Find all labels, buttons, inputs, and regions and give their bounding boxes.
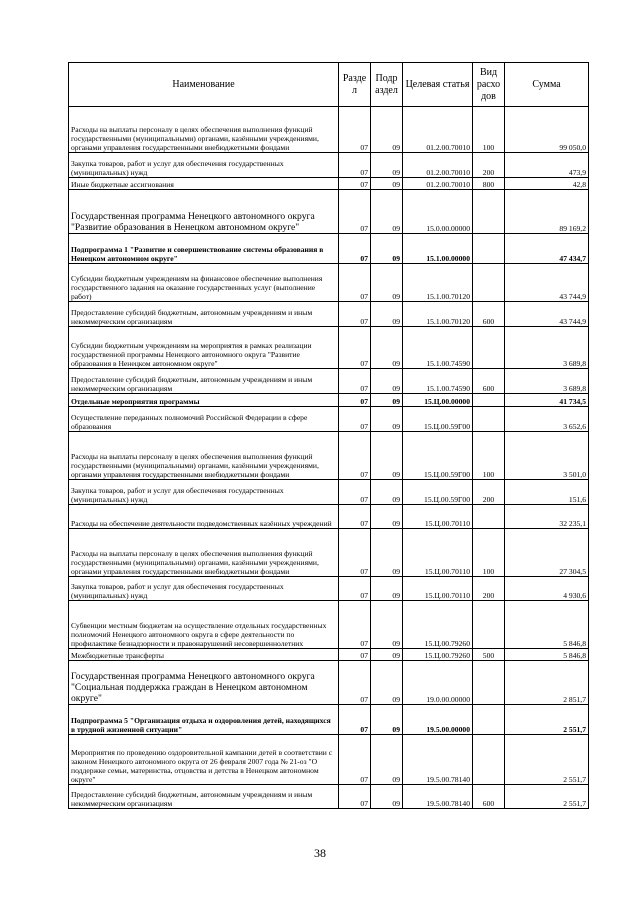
table-row (69, 735, 589, 785)
row-target: 15.Ц.00.59Г00 (403, 432, 473, 480)
header-amount: Сумма (505, 63, 589, 107)
row-section: 07 (339, 302, 371, 327)
row-amount: 42,8 (505, 178, 589, 190)
row-amount: 2 851,7 (505, 661, 589, 705)
row-expense-type (473, 394, 505, 407)
header-section: Разде л (339, 63, 371, 107)
table-row (69, 577, 589, 601)
table-row (69, 529, 589, 577)
row-target: 15.Ц.00.70110 (403, 577, 473, 601)
row-target: 15.1.00.70120 (403, 264, 473, 302)
row-section: 07 (339, 369, 371, 394)
row-target: 15.0.00.00000 (403, 190, 473, 234)
row-expense-type (473, 264, 505, 302)
row-name: Расходы на выплаты персоналу в целях обеспечения выполнения функций государственными (муниципальными) органами, казёнными учреждениями, органами управления государственными внебюджетными фондами (69, 529, 339, 577)
row-expense-type (473, 705, 505, 735)
row-amount: 43 744,9 (505, 264, 589, 302)
row-target: 15.Ц.00.59Г00 (403, 480, 473, 505)
row-subsection: 09 (371, 601, 403, 649)
row-subsection: 09 (371, 107, 403, 153)
row-subsection: 09 (371, 369, 403, 394)
row-name: Субсидии бюджетным учреждениям на финансовое обеспечение выполнения государственного задания на оказание государственных услуг (выполнение работ) (69, 264, 339, 302)
row-section: 07 (339, 327, 371, 369)
row-section: 07 (339, 577, 371, 601)
table-row (69, 407, 589, 432)
table-row (69, 432, 589, 480)
row-section: 07 (339, 178, 371, 190)
row-name: Предоставление субсидий бюджетным, автономным учреждениям и иным некоммерческим организациям (69, 302, 339, 327)
table-row (69, 302, 589, 327)
row-subsection: 09 (371, 649, 403, 661)
row-expense-type (473, 407, 505, 432)
row-section: 07 (339, 394, 371, 407)
row-name: Закупка товаров, работ и услуг для обеспечения государственных (муниципальных) нужд (69, 153, 339, 178)
row-section: 07 (339, 601, 371, 649)
row-section: 07 (339, 785, 371, 809)
row-subsection: 09 (371, 432, 403, 480)
row-amount: 473,9 (505, 153, 589, 178)
row-amount: 5 846,8 (505, 601, 589, 649)
table-row (69, 785, 589, 809)
table-row (69, 705, 589, 735)
row-subsection: 09 (371, 153, 403, 178)
row-amount: 32 235,1 (505, 505, 589, 529)
row-expense-type (473, 327, 505, 369)
row-amount: 5 846,8 (505, 649, 589, 661)
row-target: 01.2.00.70010 (403, 178, 473, 190)
row-amount: 2 551,7 (505, 735, 589, 785)
table-row (69, 480, 589, 505)
table-row (69, 505, 589, 529)
row-expense-type: 200 (473, 480, 505, 505)
row-name: Субсидии бюджетным учреждениям на мероприятия в рамках реализации государственной программы Ненецкого автономного округа "Развитие образования в Ненецком автономном округе" (69, 327, 339, 369)
row-section: 07 (339, 407, 371, 432)
row-target: 19.5.00.78140 (403, 785, 473, 809)
row-section: 07 (339, 649, 371, 661)
row-amount: 99 050,0 (505, 107, 589, 153)
row-name: Расходы на выплаты персоналу в целях обеспечения выполнения функций государственными (муниципальными) органами, казёнными учреждениями, органами управления государственными внебюджетными фондами (69, 107, 339, 153)
table-row (69, 394, 589, 407)
row-section: 07 (339, 190, 371, 234)
row-subsection: 09 (371, 302, 403, 327)
row-subsection: 09 (371, 394, 403, 407)
row-amount: 3 689,8 (505, 369, 589, 394)
table-row (69, 601, 589, 649)
row-amount: 151,6 (505, 480, 589, 505)
page-number: 38 (314, 846, 326, 860)
row-subsection: 09 (371, 785, 403, 809)
row-expense-type: 100 (473, 107, 505, 153)
row-section: 07 (339, 529, 371, 577)
row-amount: 47 434,7 (505, 234, 589, 264)
row-subsection: 09 (371, 327, 403, 369)
row-name: Закупка товаров, работ и услуг для обеспечения государственных (муниципальных) нужд (69, 577, 339, 601)
row-subsection: 09 (371, 234, 403, 264)
row-name: Субвенции местным бюджетам на осуществление отдельных государственных полномочий Ненецкого автономного округа в сфере деятельности по профилактике безнадзорности и правонарушений несовершеннолетних (69, 601, 339, 649)
row-amount: 4 930,6 (505, 577, 589, 601)
row-amount: 3 689,8 (505, 327, 589, 369)
header-row (69, 63, 589, 107)
row-name: Государственная программа Ненецкого автономного округа "Развитие образования в Ненецком автономном округе" (69, 190, 339, 234)
row-name: Отдельные мероприятия программы (69, 394, 339, 407)
table-row (69, 264, 589, 302)
row-expense-type: 500 (473, 649, 505, 661)
row-target: 15.1.00.00000 (403, 234, 473, 264)
row-target: 19.5.00.00000 (403, 705, 473, 735)
header-target: Целевая статья (403, 63, 473, 107)
row-expense-type: 600 (473, 369, 505, 394)
row-subsection: 09 (371, 178, 403, 190)
row-name: Мероприятия по проведению оздоровительной кампании детей в соответствии с законом Ненецкого автономного округа от 26 февраля 2007 года № 21-оз "О поддержке семьи, материнства, отцовства и детства в Ненецком автономном округе" (69, 735, 339, 785)
row-subsection: 09 (371, 190, 403, 234)
header-subsection: Подр аздел (371, 63, 403, 107)
row-name: Государственная программа Ненецкого автономного округа "Социальная поддержка граждан в Ненецком автономном округе" (69, 661, 339, 705)
row-expense-type (473, 661, 505, 705)
row-target: 19.5.00.78140 (403, 735, 473, 785)
row-amount: 41 734,5 (505, 394, 589, 407)
table-row (69, 234, 589, 264)
row-section: 07 (339, 705, 371, 735)
row-subsection: 09 (371, 705, 403, 735)
table-row (69, 190, 589, 234)
row-expense-type: 200 (473, 153, 505, 178)
row-subsection: 09 (371, 735, 403, 785)
row-section: 07 (339, 661, 371, 705)
row-target: 15.Ц.00.79260 (403, 601, 473, 649)
row-target: 15.1.00.74590 (403, 369, 473, 394)
row-expense-type (473, 735, 505, 785)
row-target: 15.Ц.00.00000 (403, 394, 473, 407)
row-expense-type: 200 (473, 577, 505, 601)
row-expense-type: 600 (473, 785, 505, 809)
table-row (69, 649, 589, 661)
row-section: 07 (339, 480, 371, 505)
row-target: 01.2.00.70010 (403, 153, 473, 178)
row-amount: 89 169,2 (505, 190, 589, 234)
row-expense-type: 800 (473, 178, 505, 190)
row-subsection: 09 (371, 480, 403, 505)
row-target: 19.0.00.00000 (403, 661, 473, 705)
row-section: 07 (339, 735, 371, 785)
row-name: Осуществление переданных полномочий Российской Федерации в сфере образования (69, 407, 339, 432)
row-section: 07 (339, 264, 371, 302)
row-subsection: 09 (371, 577, 403, 601)
row-target: 15.1.00.74590 (403, 327, 473, 369)
row-section: 07 (339, 153, 371, 178)
row-name: Межбюджетные трансферты (69, 649, 339, 661)
header-expense-type: Вид расхо дов (473, 63, 505, 107)
row-target: 15.Ц.00.79260 (403, 649, 473, 661)
row-target: 15.1.00.70120 (403, 302, 473, 327)
row-section: 07 (339, 505, 371, 529)
table-row (69, 153, 589, 178)
row-amount: 2 551,7 (505, 785, 589, 809)
row-expense-type (473, 601, 505, 649)
row-target: 01.2.00.70010 (403, 107, 473, 153)
row-expense-type: 100 (473, 432, 505, 480)
row-subsection: 09 (371, 529, 403, 577)
row-section: 07 (339, 234, 371, 264)
row-target: 15.Ц.00.70110 (403, 505, 473, 529)
row-subsection: 09 (371, 407, 403, 432)
row-name: Предоставление субсидий бюджетным, автономным учреждениям и иным некоммерческим организациям (69, 785, 339, 809)
table-row (69, 327, 589, 369)
row-amount: 2 551,7 (505, 705, 589, 735)
row-expense-type (473, 190, 505, 234)
row-expense-type (473, 505, 505, 529)
row-section: 07 (339, 107, 371, 153)
table-row (69, 661, 589, 705)
row-name: Подпрограмма 1 "Развитие и совершенствование системы образования в Ненецком автономном округе" (69, 234, 339, 264)
budget-table (68, 62, 589, 809)
row-amount: 3 652,6 (505, 407, 589, 432)
row-name: Расходы на выплаты персоналу в целях обеспечения выполнения функций государственными (муниципальными) органами, казёнными учреждениями, органами управления государственными внебюджетными фондами (69, 432, 339, 480)
row-name: Закупка товаров, работ и услуг для обеспечения государственных (муниципальных) нужд (69, 480, 339, 505)
table-row (69, 369, 589, 394)
row-amount: 27 304,5 (505, 529, 589, 577)
table-row (69, 178, 589, 190)
row-expense-type: 600 (473, 302, 505, 327)
row-expense-type: 100 (473, 529, 505, 577)
row-subsection: 09 (371, 505, 403, 529)
row-name: Расходы на обеспечение деятельности подведомственных казённых учреждений (69, 505, 339, 529)
row-target: 15.Ц.00.59Г00 (403, 407, 473, 432)
row-target: 15.Ц.00.70110 (403, 529, 473, 577)
row-name: Иные бюджетные ассигнования (69, 178, 339, 190)
row-amount: 3 501,0 (505, 432, 589, 480)
row-subsection: 09 (371, 661, 403, 705)
header-name: Наименование (69, 63, 339, 107)
row-section: 07 (339, 432, 371, 480)
row-subsection: 09 (371, 264, 403, 302)
row-amount: 43 744,9 (505, 302, 589, 327)
row-expense-type (473, 234, 505, 264)
row-name: Подпрограмма 5 "Организация отдыха и оздоровления детей, находящихся в трудной жизненной ситуации" (69, 705, 339, 735)
row-name: Предоставление субсидий бюджетным, автономным учреждениям и иным некоммерческим организациям (69, 369, 339, 394)
table-row (69, 107, 589, 153)
